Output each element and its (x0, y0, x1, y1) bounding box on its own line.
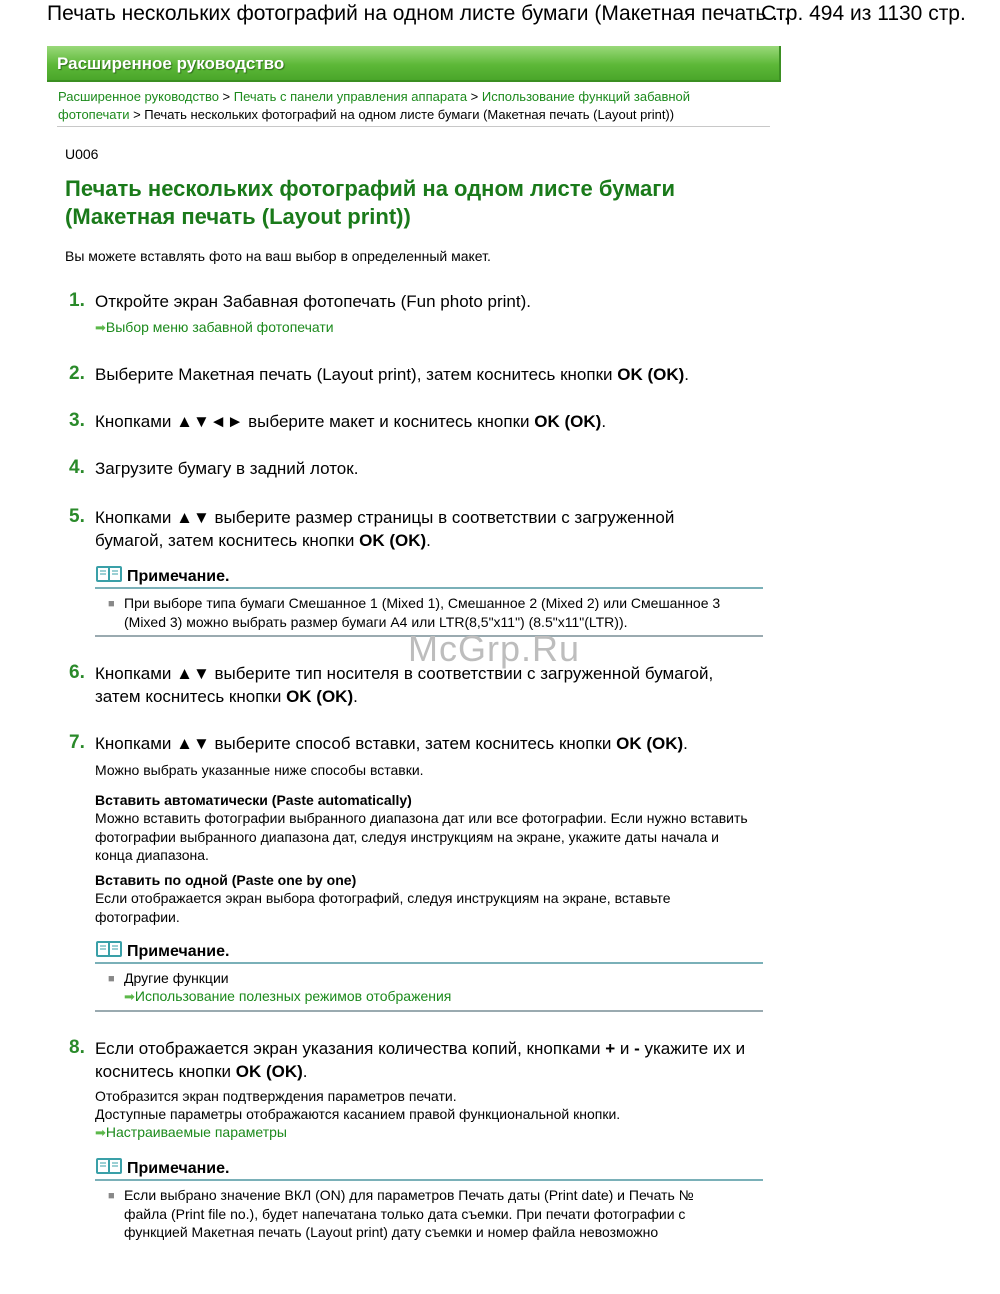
ok-button-label: OK (OK) (534, 412, 602, 431)
step-number: 1. (69, 290, 85, 311)
breadcrumb-link-fun-photo-print[interactable]: Использование функций забавной фотопечати (58, 89, 691, 122)
step-link[interactable]: ➡Настраиваемые параметры (95, 1124, 287, 1140)
arrow-right-icon: ➡ (124, 989, 135, 1004)
step-number: 8. (69, 1037, 85, 1058)
note-text: Если выбрано значение ВКЛ (ON) для параметров Печать даты (Print date) и Печать № файла (Print file no.), будет напечатана только дата съемки. При печати фотографии с функцией Макетная печать (Layout print) дату съемки и номер файла невозможно (124, 1187, 694, 1240)
ok-button-label: OK (OK) (616, 734, 684, 753)
breadcrumb-current: Печать нескольких фотографий на одном листе бумаги (Макетная печать (Layout print)) (144, 106, 675, 122)
note-heading: Примечание. (95, 565, 229, 586)
step-text: Загрузите бумагу в задний лоток. (95, 459, 359, 478)
note-heading: Примечание. (95, 1157, 229, 1178)
step-number: 4. (69, 457, 85, 478)
ok-button-label: OK (OK) (617, 365, 685, 384)
step-number: 3. (69, 410, 85, 431)
breadcrumb-link-printing-from-panel[interactable]: Печать с панели управления аппарата (233, 89, 468, 104)
step-number: 6. (69, 662, 85, 683)
ok-button-label: OK (OK) (235, 1062, 303, 1081)
bullet-icon: ■ (108, 598, 115, 610)
note-bottom-rule (95, 1010, 763, 1012)
divider (57, 126, 770, 127)
arrow-right-icon: ➡ (95, 1125, 106, 1140)
breadcrumb (58, 88, 748, 123)
option-title: Вставить автоматически (Paste automatically) (95, 792, 412, 808)
step-number: 5. (69, 506, 85, 527)
book-icon (95, 940, 123, 958)
step-subtext: Можно выбрать указанные ниже способы вставки. (95, 762, 424, 778)
step-subtext: Отобразится экран подтверждения параметров печати. (95, 1088, 457, 1104)
ok-button-label: OK (OK) (286, 687, 354, 706)
step-number: 7. (69, 732, 85, 753)
breadcrumb-separator: > (218, 89, 234, 104)
step-text: Выберите Макетная печать (Layout print), затем коснитесь кнопки OK (OK). (95, 365, 690, 384)
book-icon (95, 565, 123, 583)
breadcrumb-link-advanced-guide[interactable]: Расширенное руководство (58, 89, 219, 104)
note-top-rule (95, 587, 763, 589)
arrow-right-icon: ➡ (95, 320, 106, 335)
bullet-icon: ■ (108, 973, 115, 985)
document-title-header: Печать нескольких фотографий на одном листе бумаги (Макетная печать ... (47, 2, 790, 25)
step-text: Кнопками ▲▼ выберите способ вставки, затем коснитесь кнопки OK (OK). (95, 734, 688, 753)
note-link[interactable]: ➡Использование полезных режимов отображения (124, 988, 452, 1004)
bullet-icon: ■ (108, 1190, 115, 1202)
option-title: Вставить по одной (Paste one by one) (95, 872, 357, 888)
note-text: При выборе типа бумаги Смешанное 1 (Mixed 1), Смешанное 2 (Mixed 2) или Смешанное 3 (Mixed 3) можно выбрать размер бумаги A4 или LTR(8,5"x11") (8.5"x11"(LTR)). (124, 595, 721, 630)
note-top-rule (95, 962, 763, 964)
note-heading: Примечание. (95, 940, 229, 961)
step-text: Кнопками ▲▼ выберите тип носителя в соответствии с загруженной бумагой, затем коснитесь кнопки OK (OK). (95, 664, 714, 706)
option-text: Если отображается экран выбора фотографий, следуя инструкциям на экране, вставьте фотографии. (95, 890, 671, 925)
book-icon (95, 1157, 123, 1175)
step-text: Кнопками ▲▼ выберите размер страницы в соответствии с загруженной бумагой, затем коснитесь кнопки OK (OK). (95, 508, 675, 550)
step-text: Кнопками ▲▼◄► выберите макет и коснитесь кнопки OK (OK). (95, 412, 607, 431)
step-text: Если отображается экран указания количества копий, кнопками + и - укажите их и коснитесь кнопки OK (OK). (95, 1039, 746, 1081)
section-banner (47, 46, 781, 82)
ok-button-label: OK (OK) (359, 531, 427, 550)
minus-button-label: - (634, 1039, 640, 1058)
step-link[interactable]: ➡Выбор меню забавной фотопечати (95, 319, 334, 335)
intro-text: Вы можете вставлять фото на ваш выбор в определенный макет. (65, 248, 491, 264)
breadcrumb-separator: > (467, 89, 482, 104)
note-top-rule (95, 1179, 763, 1181)
banner-label: Расширенное руководство (57, 54, 285, 73)
step-number: 2. (69, 363, 85, 384)
option-text: Можно вставить фотографии выбранного диапазона дат или все фотографии. Если нужно вставить фотографии выбранного диапазона дат, следуя инструкциям на экране, укажите даты начала и конца диапазона. (95, 810, 748, 863)
plus-button-label: + (605, 1039, 616, 1058)
breadcrumb-separator: > (129, 106, 145, 122)
watermark: McGrp.Ru (408, 628, 581, 669)
step-subtext: Доступные параметры отображаются касанием правой функциональной кнопки. (95, 1106, 621, 1122)
document-code: U006 (65, 146, 99, 162)
page-counter: Стр. 494 из 1130 стр. (761, 2, 966, 25)
note-text: Другие функции (124, 970, 229, 986)
step-text: Откройте экран Забавная фотопечать (Fun photo print). (95, 292, 531, 311)
page-title: Печать нескольких фотографий на одном листе бумаги (Макетная печать (Layout print)) (65, 176, 675, 229)
